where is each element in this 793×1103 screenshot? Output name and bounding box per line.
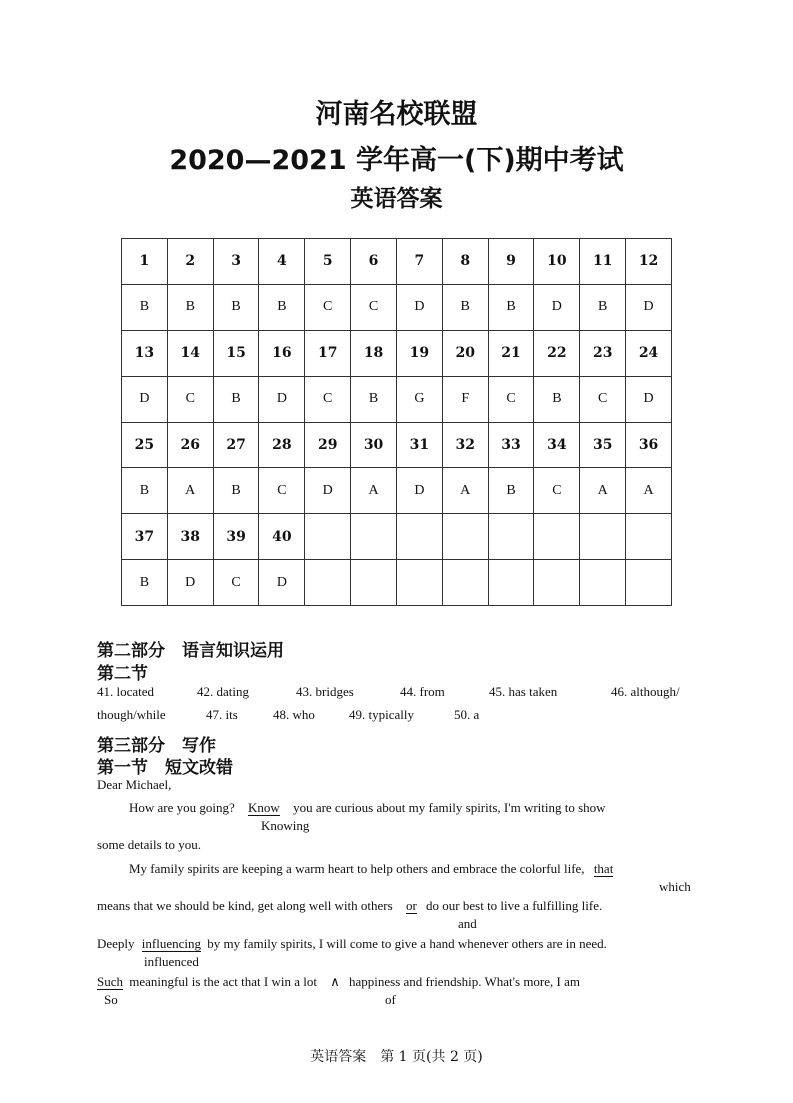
question-number-cell: 18 — [351, 330, 397, 376]
answer-cell — [351, 560, 397, 606]
page-footer: 英语答案 第 1 页(共 2 页) — [310, 1049, 483, 1065]
correction-word: Knowing — [261, 818, 310, 833]
question-number-cell: 27 — [213, 422, 259, 468]
answer-cell: C — [488, 376, 534, 422]
answer-50: 50. a — [454, 707, 480, 722]
question-number-cell: 23 — [580, 330, 626, 376]
answer-cell: D — [396, 284, 442, 330]
letter-greeting: Dear Michael, — [97, 777, 172, 792]
answer-cell: A — [167, 468, 213, 514]
answer-cell: D — [167, 560, 213, 606]
question-number-cell: 7 — [396, 239, 442, 285]
answer-cell: C — [580, 376, 626, 422]
answer-cell: D — [626, 284, 672, 330]
question-number-cell: 17 — [305, 330, 351, 376]
question-number-cell: 4 — [259, 239, 305, 285]
text: by my family spirits, I will come to give a hand whenever others are in need. — [207, 936, 607, 951]
letter-line-2: some details to you. — [97, 837, 201, 852]
answer-cell — [442, 560, 488, 606]
answer-cell: B — [351, 376, 397, 422]
question-number-cell: 29 — [305, 422, 351, 468]
answer-letter-row — [122, 284, 672, 330]
answer-cell: B — [534, 376, 580, 422]
answer-cell: B — [213, 376, 259, 422]
error-word: influencing — [141, 936, 202, 951]
question-number-cell — [534, 514, 580, 560]
answer-44: 44. from — [400, 684, 445, 699]
answer-47: 47. its — [206, 707, 238, 722]
question-number-cell — [442, 514, 488, 560]
answer-cell: D — [259, 376, 305, 422]
text: meaningful is the act that I win a lot — [129, 974, 317, 989]
question-number-cell: 10 — [534, 239, 580, 285]
answer-table — [121, 238, 672, 606]
question-number-cell: 24 — [626, 330, 672, 376]
answer-cell: C — [534, 468, 580, 514]
part2-section: 第二节 — [97, 664, 148, 684]
question-number-cell: 19 — [396, 330, 442, 376]
answer-41: 41. located — [97, 684, 155, 699]
question-number-cell: 12 — [626, 239, 672, 285]
question-number-cell: 9 — [488, 239, 534, 285]
correction-word: influenced — [144, 954, 199, 969]
question-number-row — [122, 330, 672, 376]
answer-cell — [305, 560, 351, 606]
answer-cell: D — [122, 376, 168, 422]
answer-cell — [488, 560, 534, 606]
question-number-row — [122, 422, 672, 468]
text: happiness and friendship. What's more, I am — [349, 974, 580, 989]
error-word: Know — [248, 800, 280, 815]
answer-cell: D — [534, 284, 580, 330]
answer-cell — [396, 560, 442, 606]
exam-title: 2020—2021 学年高一(下)期中考试 — [169, 145, 624, 176]
letter-line-4 — [97, 898, 602, 914]
answer-cell: C — [213, 560, 259, 606]
question-number-cell: 33 — [488, 422, 534, 468]
question-number-cell: 25 — [122, 422, 168, 468]
answer-42: 42. dating — [197, 684, 249, 699]
answer-46: 46. although/ — [611, 684, 680, 699]
question-number-cell: 32 — [442, 422, 488, 468]
question-number-cell — [396, 514, 442, 560]
part3-heading: 第三部分 写作 — [97, 736, 216, 756]
answer-cell: C — [259, 468, 305, 514]
answer-cell: C — [305, 284, 351, 330]
error-word: or — [405, 898, 417, 913]
question-number-cell: 20 — [442, 330, 488, 376]
answer-cell: D — [259, 560, 305, 606]
answer-cell: C — [351, 284, 397, 330]
correction-word: of — [385, 992, 396, 1007]
question-number-cell — [580, 514, 626, 560]
letter-line-1 — [129, 800, 606, 816]
answer-cell: D — [396, 468, 442, 514]
answer-letter-row — [122, 560, 672, 606]
question-number-cell: 14 — [167, 330, 213, 376]
question-number-cell: 5 — [305, 239, 351, 285]
question-number-cell: 39 — [213, 514, 259, 560]
answer-cell — [626, 560, 672, 606]
answer-cell — [534, 560, 580, 606]
question-number-cell: 21 — [488, 330, 534, 376]
correction-word: which — [659, 879, 691, 894]
answer-cell: B — [122, 284, 168, 330]
part3-section: 第一节 短文改错 — [97, 758, 233, 778]
error-word: that — [593, 861, 614, 876]
answer-cell: A — [626, 468, 672, 514]
question-number-cell: 15 — [213, 330, 259, 376]
question-number-cell: 8 — [442, 239, 488, 285]
school-union-title: 河南名校联盟 — [315, 99, 478, 130]
question-number-cell: 26 — [167, 422, 213, 468]
question-number-cell: 37 — [122, 514, 168, 560]
question-number-row — [122, 239, 672, 285]
answer-letter-row — [122, 468, 672, 514]
answer-key-title: 英语答案 — [350, 186, 443, 212]
question-number-cell: 16 — [259, 330, 305, 376]
insert-caret: ∧ — [330, 974, 340, 989]
answer-cell: B — [259, 284, 305, 330]
error-word: Such — [97, 974, 123, 989]
question-number-cell: 34 — [534, 422, 580, 468]
question-number-cell: 30 — [351, 422, 397, 468]
question-number-cell — [626, 514, 672, 560]
text: How are you going? — [129, 800, 235, 815]
letter-line-6 — [97, 974, 580, 990]
question-number-cell: 22 — [534, 330, 580, 376]
answer-cell: D — [626, 376, 672, 422]
answer-46-cont: though/while — [97, 707, 166, 722]
question-number-cell: 31 — [396, 422, 442, 468]
question-number-cell: 6 — [351, 239, 397, 285]
question-number-cell — [305, 514, 351, 560]
answer-cell — [580, 560, 626, 606]
text: My family spirits are keeping a warm heart to help others and embrace the colorful life, — [129, 861, 585, 876]
question-number-cell: 36 — [626, 422, 672, 468]
answer-cell: B — [580, 284, 626, 330]
answer-cell: B — [122, 560, 168, 606]
question-number-cell — [488, 514, 534, 560]
answer-cell: B — [167, 284, 213, 330]
answer-48: 48. who — [273, 707, 315, 722]
question-number-cell: 11 — [580, 239, 626, 285]
text: Deeply — [97, 936, 135, 951]
text: means that we should be kind, get along well with others — [97, 898, 393, 913]
question-number-cell: 1 — [122, 239, 168, 285]
answer-cell: B — [122, 468, 168, 514]
question-number-cell: 2 — [167, 239, 213, 285]
question-number-cell: 3 — [213, 239, 259, 285]
question-number-cell: 13 — [122, 330, 168, 376]
answer-cell: B — [213, 284, 259, 330]
answer-cell: G — [396, 376, 442, 422]
question-number-cell: 35 — [580, 422, 626, 468]
answer-cell: A — [351, 468, 397, 514]
answer-cell: C — [167, 376, 213, 422]
question-number-row — [122, 514, 672, 560]
part2-heading: 第二部分 语言知识运用 — [97, 641, 284, 661]
letter-line-5 — [97, 936, 607, 952]
answer-cell: B — [488, 468, 534, 514]
correction-word: So — [104, 992, 118, 1007]
answer-cell: B — [442, 284, 488, 330]
answer-cell: D — [305, 468, 351, 514]
answer-49: 49. typically — [349, 707, 414, 722]
correction-word: and — [458, 916, 477, 931]
answer-cell: C — [305, 376, 351, 422]
answer-letter-row — [122, 376, 672, 422]
answer-cell: F — [442, 376, 488, 422]
question-number-cell — [351, 514, 397, 560]
question-number-cell: 38 — [167, 514, 213, 560]
question-number-cell: 40 — [259, 514, 305, 560]
text: do our best to live a fulfilling life. — [426, 898, 603, 913]
text: you are curious about my family spirits, I'm writing to show — [293, 800, 606, 815]
answer-45: 45. has taken — [489, 684, 558, 699]
question-number-cell: 28 — [259, 422, 305, 468]
answer-43: 43. bridges — [296, 684, 354, 699]
answer-cell: B — [213, 468, 259, 514]
answer-cell: A — [442, 468, 488, 514]
answer-cell: B — [488, 284, 534, 330]
letter-line-3 — [129, 861, 613, 877]
answer-cell: A — [580, 468, 626, 514]
